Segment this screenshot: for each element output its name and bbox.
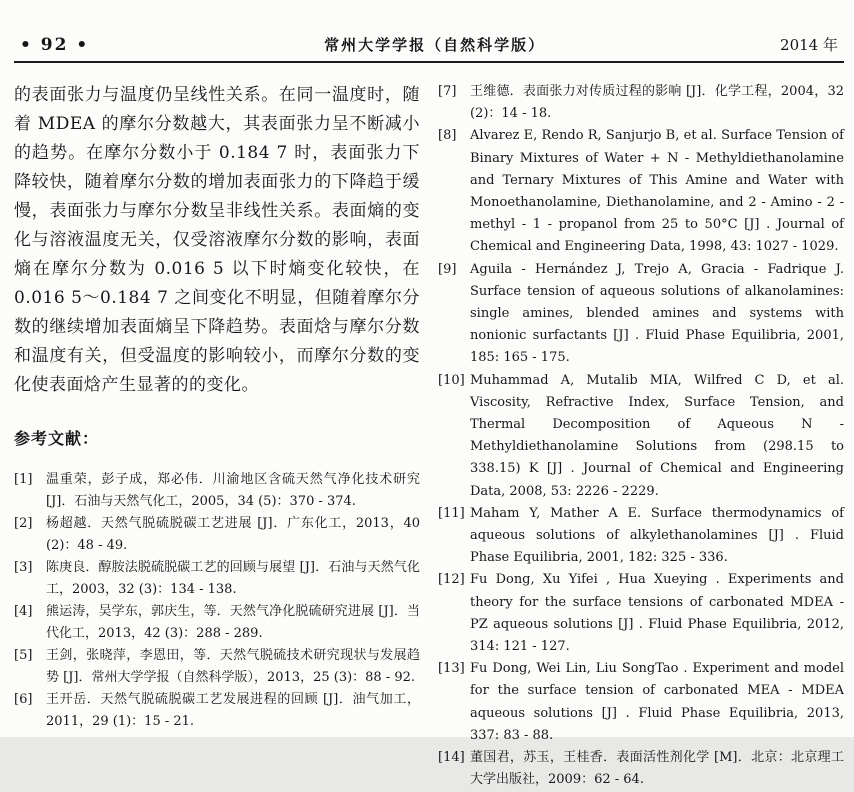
reference-number: [11]: [438, 505, 465, 521]
reference-text: 王剑，张晓萍，李恩田，等．天然气脱硫技术研究现状与发展趋势 [J]．常州大学学报（自然科学版），2013，25 (3)：88 - 92.: [46, 648, 420, 685]
journal-title: 常州大学学报（自然科学版）: [324, 36, 546, 54]
reference-text: Muhammad A, Mutalib MIA, Wilfred C D, et al. Viscosity, Refractive Index, Surface Tension, and Thermal Decomposition of Aqueous N - Methyldiethanolamine Solutions from (298.15 to 338.15) K [J] . Journal of Chemical and Engineering Data, 2008, 53: 2226 - 2229.: [470, 372, 844, 499]
reference-text: 熊运涛，吴学东，郭庆生，等．天然气净化脱硫研究进展 [J]．当代化工，2013，42 (3)：288 - 289.: [46, 604, 420, 641]
right-column: [438, 81, 844, 792]
reference-item: [14, 601, 420, 645]
reference-item: [14, 645, 420, 689]
references-heading: 参考文献：: [14, 429, 100, 448]
page-header: [14, 34, 844, 61]
reference-text: 杨超越．天然气脱硫脱碳工艺进展 [J]．广东化工，2013，40 (2)：48 - 49.: [46, 516, 420, 553]
reference-item: [14, 469, 420, 513]
reference-list-left: [14, 469, 420, 733]
reference-item: [438, 658, 844, 747]
reference-item: [438, 569, 844, 658]
reference-text: 王维德．表面张力对传质过程的影响 [J]．化学工程，2004，32 (2)：14 - 18.: [470, 84, 844, 122]
reference-item: [438, 125, 844, 258]
reference-text: 董国君，苏玉，王桂香．表面活性剂化学 [M]．北京：北京理工大学出版社，2009：62 - 64.: [470, 750, 844, 788]
reference-item: [438, 747, 844, 791]
reference-number: [3]: [14, 560, 33, 575]
reference-item: [438, 259, 844, 370]
reference-list-right: [438, 81, 844, 792]
page-number: • 92 •: [20, 35, 90, 55]
reference-number: [5]: [14, 648, 33, 663]
reference-text: Fu Dong, Wei Lin, Liu SongTao . Experiment and model for the surface tension of carbonated MEA - MDEA aqueous solutions [J] . Fluid Phase Equilibria, 2013, 337: 83 - 88.: [470, 661, 844, 743]
left-column: [14, 81, 420, 792]
reference-text: 王开岳．天然气脱硫脱碳工艺发展进程的回顾 [J]．油气加工，2011，29 (1)：15 - 21.: [46, 692, 420, 729]
reference-text: 温重荣，彭子成，郑必伟．川渝地区含硫天然气净化技术研究 [J]．石油与天然气化工，2005，34 (5)：370 - 374.: [46, 472, 420, 509]
conclusion-paragraph: 的表面张力与温度仍呈线性关系。在同一温度时，随着 MDEA 的摩尔分数越大，其表面张力呈不断减小的趋势。在摩尔分数小于 0.184 7 时，表面张力下降较快，随着摩尔分数的增加表面张力的下降趋于缓慢，表面张力与摩尔分数呈非线性关系。表面熵的变化与溶液温度无关，仅受溶液摩尔分数的影响，表面熵在摩尔分数为 0.016 5 以下时熵变化较快，在 0.016 5～0.184 7 之间变化不明显，但随着摩尔分数的继续增加表面熵呈下降趋势。表面焓与摩尔分数和温度有关，但受温度的影响较小，而摩尔分数的变化使表面焓产生显著的的变化。: [14, 85, 420, 395]
reference-number: [4]: [14, 604, 33, 619]
reference-number: [10]: [438, 372, 465, 388]
reference-text: Fu Dong, Xu Yifei , Hua Xueying . Experiments and theory for the surface tensions of carbonated MDEA - PZ aqueous solutions [J] . Fluid Phase Equilibria, 2012, 314: 121 - 127.: [470, 572, 844, 655]
reference-item: [14, 689, 420, 733]
reference-item: [14, 557, 420, 601]
reference-number: [9]: [438, 261, 457, 277]
reference-number: [13]: [438, 661, 465, 677]
reference-item: [14, 513, 420, 557]
reference-number: [7]: [438, 84, 457, 99]
publication-year: 2014 年: [780, 36, 838, 54]
header-rule: [14, 61, 844, 63]
reference-text: 陈庚良．醇胺法脱硫脱碳工艺的回顾与展望 [J]．石油与天然气化工，2003，32 (3)：134 - 138.: [46, 560, 420, 597]
reference-number: [2]: [14, 516, 33, 531]
reference-item: [438, 503, 844, 570]
reference-number: [6]: [14, 692, 33, 707]
two-column-body: [14, 81, 844, 792]
reference-item: [438, 81, 844, 125]
reference-number: [1]: [14, 472, 33, 487]
reference-number: [12]: [438, 572, 465, 588]
reference-text: Maham Y, Mather A E. Surface thermodynamics of aqueous solutions of alkylethanolamines [J] . Fluid Phase Equilibria, 2001, 182: 325 - 336.: [470, 505, 844, 566]
reference-text: Aguila - Hernández J, Trejo A, Gracia - Fadrique J. Surface tension of aqueous solutions of alkanolamines: single amines, blended amines and systems with nonionic surfactants [J] . Fluid Phase Equilibria, 2001, 185: 165 - 175.: [470, 261, 844, 366]
reference-number: [8]: [438, 128, 457, 144]
reference-number: [14]: [438, 750, 465, 766]
reference-text: Alvarez E, Rendo R, Sanjurjo B, et al. Surface Tension of Binary Mixtures of Water + N - Methyldiethanolamine and Ternary Mixtures of This Amine and Water with Monoethanolamine, Diethanolamine, and 2 - Amino - 2 - methyl - 1 - propanol from 25 to 50°C [J] . Journal of Chemical and Engineering Data, 1998, 43: 1027 - 1029.: [470, 128, 844, 255]
reference-item: [438, 370, 844, 503]
